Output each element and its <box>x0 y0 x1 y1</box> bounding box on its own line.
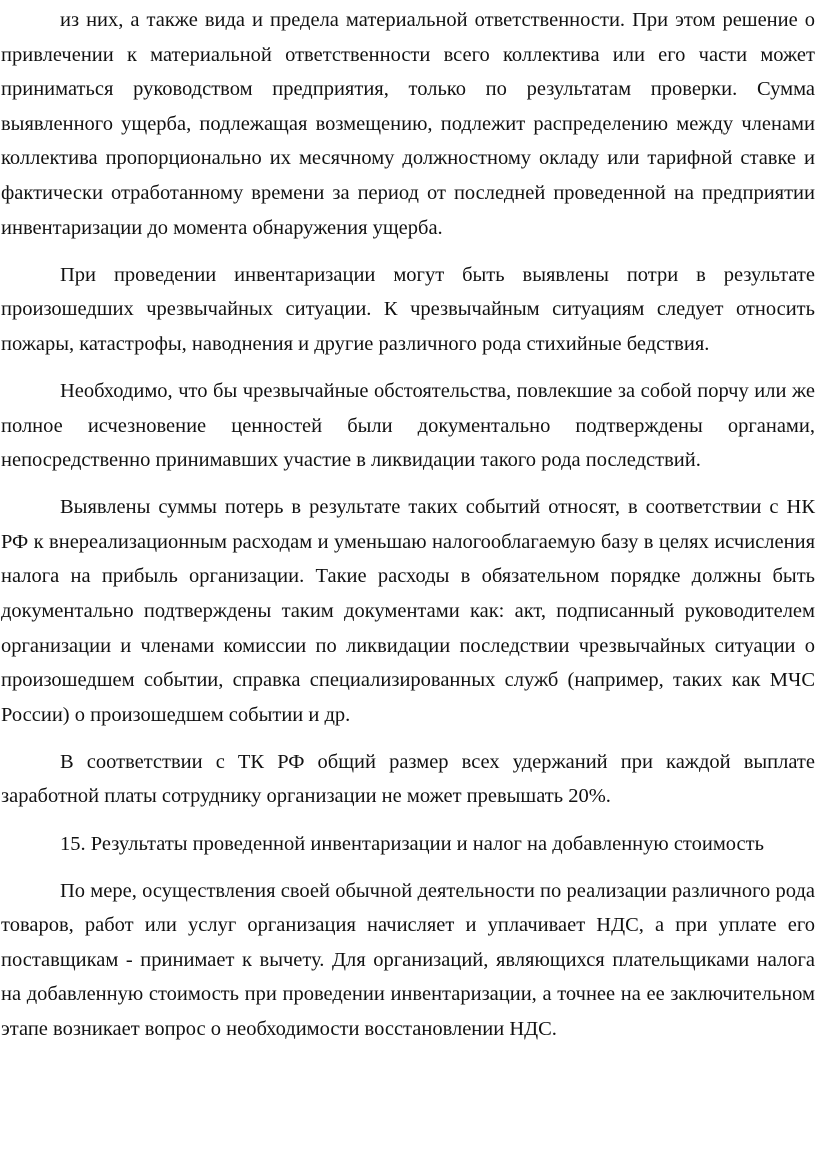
paragraph-documentation: Необходимо, что бы чрезвычайные обстоятельства, повлекшие за собой порчу или же полное исчезновение ценностей были документально подтверждены органами, непосредственно принимавших участие в ликвидации такого рода последствий. <box>1 379 815 472</box>
paragraph-continuation: из них, а также вида и предела материальной ответственности. При этом решение о привлечении к материальной ответственности всего коллектива или его части может приниматься руководством предприятия, только по результатам проверки. Сумма выявленного ущерба, подлежащая возмещению, подлежит распределению между членами коллектива пропорционально их месячному должностному окладу или тарифной ставке и фактически отработанному времени за период от последней проведенной на предприятии инвентаризации до момента обнаружения ущерба. <box>1 9 815 239</box>
section-heading: 15. Результаты проведенной инвентаризации и налог на добавленную стоимость <box>60 832 764 855</box>
paragraph-tax-treatment: Выявлены суммы потерь в результате таких событий относят, в соответствии с НК РФ к внереализационным расходам и уменьшаю налогооблагаемую базу в целях исчисления налога на прибыль организации. Такие расходы в обязательном порядке должны быть документально подтверждены таким документами как: акт, подписанный руководителем организации и членами комиссии по ликвидации последствии чрезвычайных ситуации о произошедшем событии, справка специализированных служб (например, таких как МЧС России) о произошедшем событии и др. <box>1 496 815 726</box>
paragraph-deductions-limit: В соответствии с ТК РФ общий размер всех удержаний при каждой выплате заработной платы сотруднику организации не может превышать 20%. <box>1 750 815 808</box>
paragraph-emergency-losses: При проведении инвентаризации могут быть выявлены потри в результате произошедших чрезвычайных ситуации. К чрезвычайным ситуациям следует относить пожары, катастрофы, наводнения и другие различного рода стихийные бедствия. <box>1 263 815 355</box>
paragraph-vat: По мере, осуществления своей обычной деятельности по реализации различного рода товаров, работ или услуг организация начисляет и уплачивает НДС, а при уплате его поставщикам - принимает к вычету. Для организаций, являющихся плательщиками налога на добавленную стоимость при проведении инвентаризации, а точнее на ее заключительном этапе возникает вопрос о необходимости восстановлении НДС. <box>1 879 815 1041</box>
